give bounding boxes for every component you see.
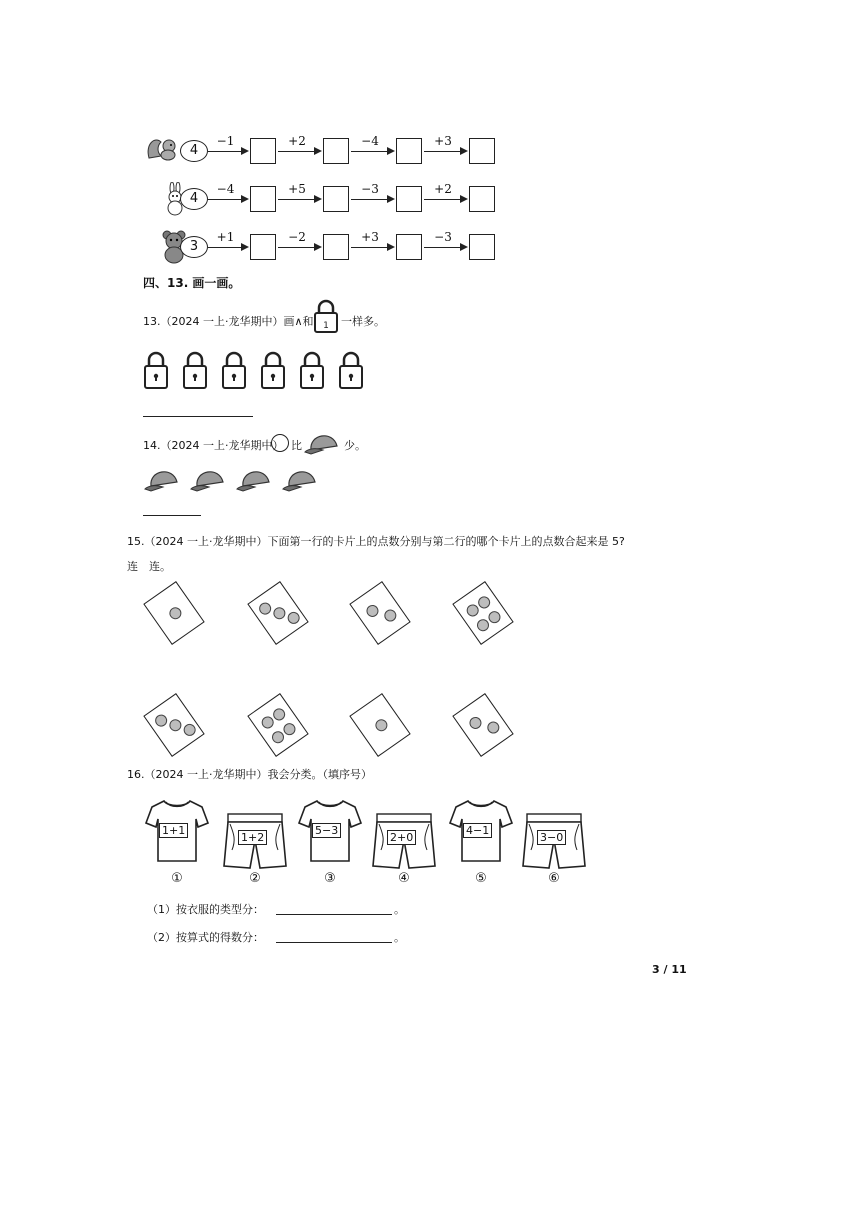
- lock-icon: [181, 350, 209, 394]
- dot-card[interactable]: [143, 693, 204, 757]
- dot: [167, 605, 184, 622]
- period: 。: [394, 931, 405, 944]
- dot: [382, 607, 399, 624]
- q14-prefix: 14.（2024 一上·龙华期中）: [143, 439, 284, 452]
- answer-box[interactable]: [396, 234, 422, 260]
- dot-card[interactable]: [247, 693, 308, 757]
- shorts-icon: [222, 810, 288, 876]
- shorts-icon: [371, 810, 437, 876]
- operation-arrow: [208, 230, 249, 248]
- operation-arrow: [424, 134, 468, 152]
- dot-card[interactable]: [349, 581, 410, 645]
- lock-icon: [259, 350, 287, 394]
- dot-card[interactable]: [349, 693, 410, 757]
- dot: [485, 719, 502, 736]
- operation-arrow: [424, 182, 468, 200]
- answer-box[interactable]: [469, 186, 495, 212]
- operation-label: −2: [288, 230, 306, 244]
- lock-icon: [337, 350, 365, 394]
- dot: [167, 717, 184, 734]
- dot-card[interactable]: [143, 581, 204, 645]
- item-number: ④: [398, 871, 410, 886]
- answer-blank-1[interactable]: [276, 914, 392, 915]
- start-number: 4: [180, 188, 208, 210]
- operation-label: +3: [361, 230, 379, 244]
- answer-box[interactable]: [323, 186, 349, 212]
- expression-label: 4−1: [463, 823, 492, 838]
- operation-arrow: [278, 230, 322, 248]
- operation-label: +1: [216, 230, 235, 244]
- operation-arrow: [351, 230, 395, 248]
- answer-box[interactable]: [250, 138, 276, 164]
- answer-box[interactable]: [396, 186, 422, 212]
- lock-icon: [312, 298, 340, 334]
- item-number: ⑥: [548, 871, 560, 886]
- operation-arrow: [351, 134, 395, 152]
- lock-icon: [220, 350, 248, 394]
- answer-box[interactable]: [469, 138, 495, 164]
- section-title: 四、13. 画一画。: [143, 276, 241, 290]
- q14-suffix: 少。: [344, 439, 366, 452]
- operation-arrow: [208, 182, 249, 200]
- lock-icon: [142, 350, 170, 394]
- dot: [181, 722, 198, 739]
- shirt-icon: [297, 797, 363, 863]
- answer-blank[interactable]: [143, 515, 201, 516]
- answer-box[interactable]: [469, 234, 495, 260]
- expression-label: 5−3: [312, 823, 341, 838]
- shirt-icon: [448, 797, 514, 863]
- expression-label: 1+1: [159, 823, 188, 838]
- page-number: 3 / 11: [652, 963, 687, 976]
- operation-arrow: [208, 134, 249, 152]
- expression-label: 1+2: [238, 830, 267, 845]
- shorts-icon: [521, 810, 587, 876]
- operation-label: −3: [434, 230, 452, 244]
- dot: [271, 605, 288, 622]
- answer-box[interactable]: [250, 234, 276, 260]
- operation-label: +2: [288, 134, 306, 148]
- q13-suffix: 一样多。: [341, 315, 385, 328]
- q14-mid: 比: [291, 439, 302, 452]
- dot: [373, 717, 390, 734]
- operation-arrow: [278, 134, 322, 152]
- lock-icon: [298, 350, 326, 394]
- squirrel-icon: [145, 134, 181, 166]
- circle-icon: [271, 434, 289, 452]
- item-number: ③: [324, 871, 336, 886]
- q16-sub1: （1）按衣服的类型分：: [147, 903, 264, 916]
- dot: [153, 712, 170, 729]
- dot-card[interactable]: [452, 581, 513, 645]
- cap-icon: [303, 426, 343, 460]
- operation-label: +5: [288, 182, 306, 196]
- dot: [467, 715, 484, 732]
- operation-label: −4: [361, 134, 379, 148]
- q16-sub2: （2）按算式的得数分：: [147, 931, 264, 944]
- answer-blank[interactable]: [143, 416, 253, 417]
- q13-prefix: 13.（2024 一上·龙华期中）画∧和: [143, 315, 314, 328]
- dot: [257, 600, 274, 617]
- cap-icon: [143, 462, 183, 500]
- svg-text:1: 1: [323, 321, 329, 331]
- expression-label: 2+0: [387, 830, 416, 845]
- answer-box[interactable]: [323, 138, 349, 164]
- dot-card[interactable]: [247, 581, 308, 645]
- operation-label: −1: [216, 134, 235, 148]
- cap-icon: [235, 462, 275, 500]
- operation-label: +3: [434, 134, 452, 148]
- expression-label: 3−0: [537, 830, 566, 845]
- q15-line2: 连 连。: [127, 560, 171, 573]
- answer-box[interactable]: [323, 234, 349, 260]
- cap-icon: [281, 462, 321, 500]
- item-number: ⑤: [475, 871, 487, 886]
- answer-blank-2[interactable]: [276, 942, 392, 943]
- answer-box[interactable]: [396, 138, 422, 164]
- operation-label: −4: [216, 182, 235, 196]
- item-number: ②: [249, 871, 261, 886]
- item-number: ①: [171, 871, 183, 886]
- shirt-icon: [144, 797, 210, 863]
- start-number: 3: [180, 236, 208, 258]
- dot-card[interactable]: [452, 693, 513, 757]
- dot: [285, 610, 302, 627]
- dot: [364, 603, 381, 620]
- answer-box[interactable]: [250, 186, 276, 212]
- q15-line1: 15.（2024 一上·龙华期中）下面第一行的卡片上的点数分别与第二行的哪个卡片上的点数合起来是 5?: [127, 535, 625, 548]
- q16-title: 16.（2024 一上·龙华期中）我会分类。（填序号）: [127, 768, 372, 781]
- operation-label: −3: [361, 182, 379, 196]
- cap-icon: [189, 462, 229, 500]
- period: 。: [394, 903, 405, 916]
- start-number: 4: [180, 140, 208, 162]
- operation-arrow: [424, 230, 468, 248]
- operation-arrow: [351, 182, 395, 200]
- operation-label: +2: [434, 182, 452, 196]
- operation-arrow: [278, 182, 322, 200]
